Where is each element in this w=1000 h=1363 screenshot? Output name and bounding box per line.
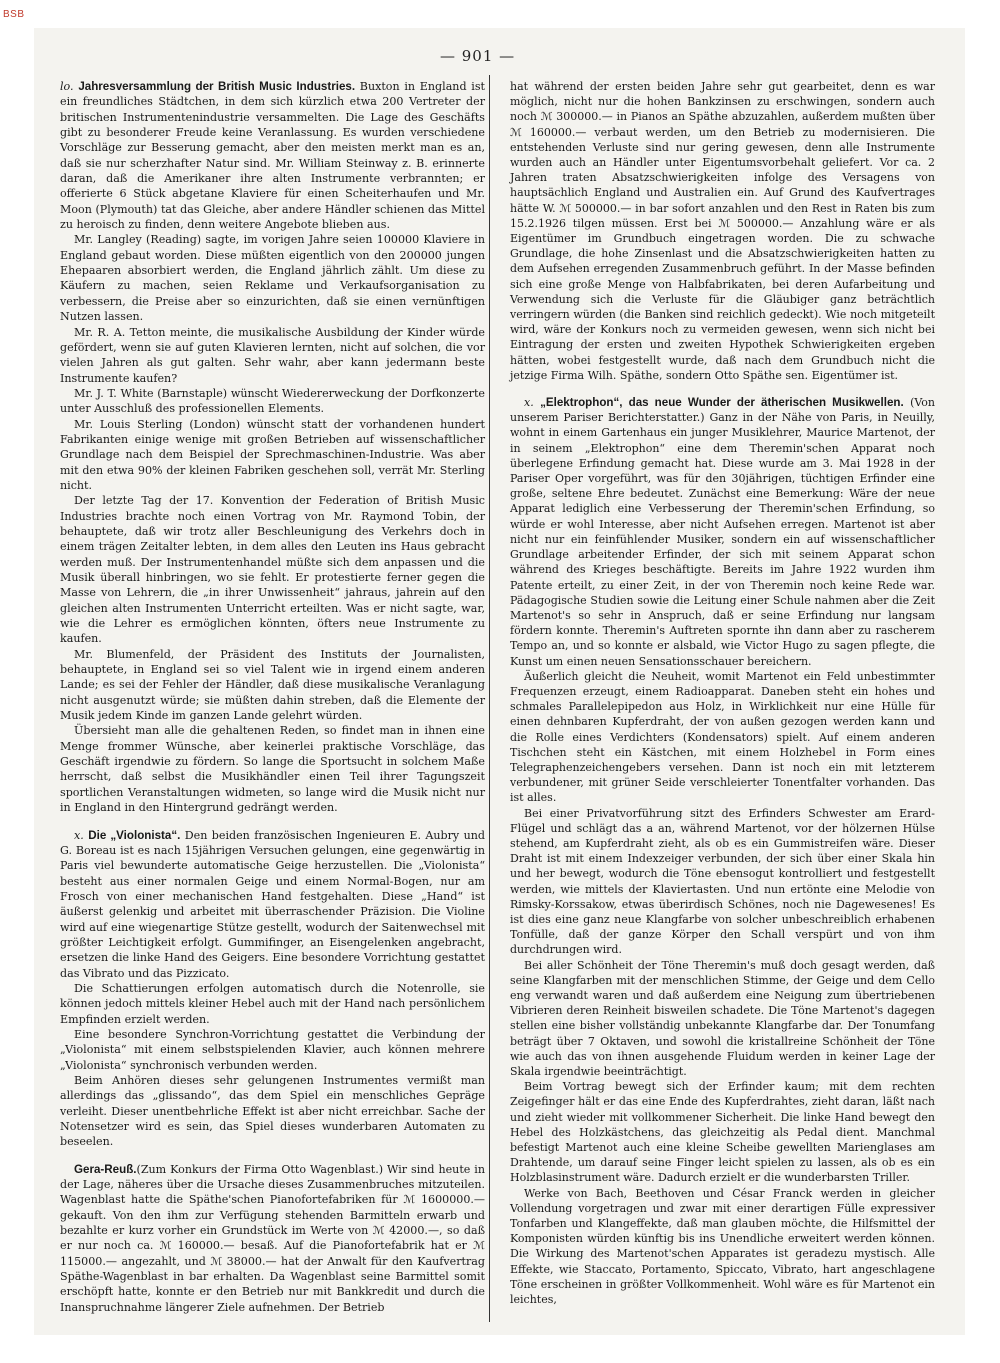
- page-number: — 901 —: [440, 47, 516, 65]
- paragraph: Bei aller Schönheit der Töne Theremin's muß doch gesagt werden, daß seine Klangfarben mit der menschlichen Stimme, der Geige und dem Cello eng verwandt waren und daß außerdem eine Neigung zum übertriebenen Vibrieren deren Reinheit bisweilen schadete. Die Töne Martenot's dagegen stellen eine bisher vollständig unbekannte Klangfarbe dar. Der Tonumfang beträgt über 7 Oktaven, und sowohl die kristallreine Schönheit der Töne wie auch das von ihnen ausgehende Fluidum werden in keiner Lage der Skala irgendwie beeinträchtigt.: [510, 958, 935, 1078]
- paragraph: Mr. Blumenfeld, der Präsident des Instituts der Journalisten, behauptete, in England sei so viel Talent wie in irgend einem anderen Lande; es sei der Fehler der Händler, daß diese musikalische Veranlagung nicht ausgenutzt würde; sie müßten dahin streben, daß die Elemente der Musik jedem Kinde im ganzen Lande gelehrt würden.: [60, 647, 485, 723]
- column-divider: [489, 75, 490, 1322]
- paragraph: Werke von Bach, Beethoven und César Franck werden in gleicher Vollendung vorgetragen und zwar mit einer derartigen Fülle expressiver Tonfarben und Klangeffekte, daß man glauben möchte, die Hilfsmittel der Komponisten würden künftig bis ins Unendliche erweitert werden können. Die Wirkung des Martenot'schen Apparates ist geradezu mystisch. Alle Effekte, wie Staccato, Portamento, Spiccato, Vibrato, hart angeschlagene Töne erscheinen in größter Vollkommenheit. Wohl wäre es für Martenot ein leichtes,: [510, 1186, 935, 1307]
- paragraph: Der letzte Tag der 17. Konvention der Federation of British Music Industries brachte noch einen Vortrag von Mr. Raymond Tobin, der behauptete, daß wir trotz aller Beschleunigung des Verkehrs doch in einem trägen Zeitalter lebten, in dem alles den Leuten ins Haus gebracht werden muß. Der Instrumentenhandel müßte sich dem anpassen und die Musik überall hinbringen, wo sie fehlt. Er protestierte ferner gegen die Masse von Lehrern, die „in ihrer Unwissenheit“ jahraus, jahrein auf den gleichen alten Instrumenten Unterricht erteilten. Was er nicht sagte, war, wie die Lehrer es ermöglichen könnten, öfters neue Instrumente zu kaufen.: [60, 494, 485, 646]
- paragraph: Bei einer Privatvorführung sitzt des Erfinders Schwester am Erard-Flügel und schlägt das a an, während Martenot, vor der hölzernen Hülse stehend, am Kupferdraht zieht, als ob es ein Gummistreifen wäre. Dieser Draht ist mit einem Indexzeiger verbunden, der sich über einer Skala hin und her bewegt, wodurch die Töne ebensogut kontrolliert und festgestellt werden, wie mittels der Klaviertasten. Und nun ertönte eine Melodie von Rimsky-Korssakow, etwas überirdisch Schönes, noch nie Dagewesenes! Es ist dies eine ganz neue Klangfarbe von solcher unbeschreiblich erhabenen Tonfülle, daß der ganze Körper den Schall verspürt und von ihm durchdrungen wird.: [510, 806, 935, 957]
- paragraph-continued: hat während der ersten beiden Jahre sehr gut gearbeitet, denn es war möglich, nicht nur die hohen Bankzinsen zu erschwingen, sondern auch noch ℳ 300000.— in Pianos an Späthe abzuzahlen, außerdem mußten über ℳ 160000.— verbaut werden, um den Betrieb zu modernisieren. Die entstehenden Verluste sind nur gering gewesen, denn alle Instrumente wurden auch an Händler unter Eigentumsvorbehalt geliefert. Vor ca. 2 Jahren traten Absatzschwierigkeiten infolge des Versagens von hauptsächlich England und Australien ein. Auf Grund des Kaufvertrages hätte W. ℳ 500000.— in bar sofort anzahlen und den Rest in Raten bis zum 15.2.1926 tilgen müssen. Erst bei ℳ 500000.— Anzahlung wäre er als Eigentümer im Grundbuch eingetragen worden. Die zu schwache Grundlage, die hohe Zinsenlast und die Absatzschwierigkeiten hatten zu dem Aufsehen erregenden Zusammenbruch geführt. In der Masse befinden sich eine große Menge von Halbfabrikaten, bei deren Aufarbeitung und Verwendung sich die Verluste für die Gläubiger ganz beträchtlich verringern würden (die Banken sind reichlich gedeckt). Wie noch mitgeteilt wird, wäre der Konkurs noch zu vermeiden gewesen, wenn sich nicht bei Eintragung der ersten und zweiten Hypothek Schwierigkeiten ergeben hätten, wobei festgestellt wurde, daß nach dem Grundbuch nicht die jetzige Firma Wilh. Späthe, sondern Otto Späthe sen. Eigentümer ist.: [510, 80, 935, 382]
- paragraph: Übersieht man alle die gehaltenen Reden, so findet man in ihnen eine Menge frommer Wünsche, aber keinerlei praktische Vorschläge, das Geschäft irgendwie zu fördern. So lange die Sportsucht in solchem Maße herrscht, daß selbst die Musikhändler einen Teil ihrer Tagungszeit sportlichen Veranstaltungen widmeten, so lange wird die Musik nicht nur in England in den Hintergrund gedrängt werden.: [60, 724, 485, 815]
- article-heading: Die „Violonista“.: [88, 828, 181, 842]
- article-violonista: [60, 828, 485, 981]
- paragraph-text: Buxton in England ist ein freundliches Städtchen, in dem sich kürzlich etwa 200 Vertreter der britischen Instrumentenindustrie versammelten. Die Lage des Geschäfts gibt zu besonderer Freude keine Veranlassung. Es wurden verschiedene Vorschläge zur Besserung gemacht, aber den meisten merkt man es an, daß sie nur scherzhafter Natur sind. Mr. William Steinway z. B. erinnerte daran, daß die Amerikaner ihre alten Instrumente verbrannten; er offerierte 6 Stück abgetane Klaviere für einen Scheiterhaufen und Mr. Moon (Plymouth) tat das Gleiche, aber andere Händler schienen das Mittel zu heroisch zu finden, denn weitere Angebote blieben aus.: [60, 80, 485, 232]
- article-mark: x.: [524, 396, 534, 410]
- paragraph-text: (Von unserem Pariser Berichterstatter.) Ganz in der Nähe von Paris, in Neuilly, wohnt in einem Gartenhaus ein junger Musiklehrer, Maurice Martenot, der in seinem „Elektrophon“ eine dem Theremin'schen Apparat noch überlegene Erfindung gemacht hat. Diese wurde am 3. Mai 1928 in der Pariser Oper vorgeführt, was für den 30jährigen, tüchtigen Erfinder eine große, seltene Ehre bedeutet. Zunächst eine Bemerkung: Wäre der neue Apparat lediglich eine Verbesserung der Theremin'schen Erfindung, so würde er wohl Interesse, aber nicht Aufsehen erregen. Martenot ist aber nicht nur ein feinfühlender Musiker, sondern ein auf wissenschaftlicher Grundlage arbeitender Erfinder, der sich mit seinem Apparat schon während des Krieges beschäftigte. Bereits im Jahre 1922 wurden ihm Patente erteilt, zu einer Zeit, in der von Theremin noch keine Rede war. Pädagogische Studien sowie die Leitung einer Schule nahmen aber die Zeit Martenot's so sehr in Anspruch, daß er seine Erfindung nur langsam fördern konnte. Theremin's Auftreten spornte ihn dann aber zu rascherem Tempo an, und so konnte er alsbald, wie Victor Hugo zu sagen pflegte, die Kunst um einen neuen Sensationsschauer bereichern.: [510, 396, 936, 668]
- paragraph: Mr. J. T. White (Barnstaple) wünscht Wiedererweckung der Dorfkonzerte unter Ausschluß des professionellen Elements.: [60, 386, 485, 416]
- article-heading: Gera-Reuß.: [74, 1162, 137, 1176]
- paragraph: Beim Vortrag bewegt sich der Erfinder kaum; mit dem rechten Zeigefinger hält er das eine Ende des Kupferdrahtes, zieht daran, läßt nach und zieht wieder mit vollkommener Sicherheit. Die linke Hand bewegt den Hebel des Holzkästchens, das gleichzeitig als Pedal dient. Manchmal befestigt Martenot auch eine kleine Scheibe gewellten Marienglases am Drahtende, um darauf seine Finger leicht spielen zu lassen, als ob es ein Holzblasinstrument wäre. Dadurch erzielt er die wunderbarsten Triller.: [510, 1080, 935, 1185]
- paragraph: Beim Anhören dieses sehr gelungenen Instrumentes vermißt man allerdings das „glissando“, das dem Spiel ein menschliches Gepräge verleiht. Dieser unentbehrliche Effekt ist aber nicht erreichbar. Sache der Notensetzer wird es sein, das Spiel dieses wunderbaren Automaten zu beseelen.: [60, 1074, 485, 1149]
- paragraph: Mr. Louis Sterling (London) wünscht statt der vorhandenen hundert Fabrikanten einige wenige mit großen Betrieben auf wissenschaftlicher Grundlage nach dem Beispiel der Sprechmaschinen-Industrie. Was aber mit den etwa 90% der kleinen Fabriken geschehen soll, verrät Mr. Sterling nicht.: [60, 417, 485, 492]
- right-column: [510, 79, 935, 1307]
- article-elektrophon: [510, 395, 935, 669]
- paragraph-text: (Zum Konkurs der Firma Otto Wagenblast.) Wir sind heute in der Lage, näheres über die Ursache dieses Zusammenbruches mitzuteilen. Wagenblast hatte die Späthe'schen Pianofortefabriken für ℳ 1600000.— gekauft. Von den ihm zur Verfügung stehenden Barmitteln erwarb und bezahlte er kurz vorher ein Grundstück im Werte von ℳ 42000.—, so daß er nur noch ca. ℳ 160000.— besaß. Auf die Pianofortefabrik hat er ℳ 115000.— angezahlt, und ℳ 38000.— hat der Anwalt für den Kaufvertrag Späthe-Wagenblast in bar erhalten. Da Wagenblast seine Barmittel somit erschöpft hatte, konnte er den Betrieb nur mit Bankkredit und durch die Inanspruchnahme längerer Ziele aufnehmen. Der Betrieb: [60, 1162, 485, 1314]
- article-mark: lo.: [60, 80, 74, 93]
- article-gera-reuss: [60, 1162, 485, 1315]
- paragraph: Die Schattierungen erfolgen automatisch durch die Notenrolle, sie können jedoch mittels kleiner Hebel auch mit der Hand nach persönlichem Empfinden erzielt werden.: [60, 981, 485, 1026]
- left-column: [60, 79, 485, 1315]
- article-british-music: [60, 79, 485, 232]
- paragraph: Eine besondere Synchron-Vorrichtung gestattet die Verbindung der „Violonista“ mit einem selbstspielenden Klavier, auch können mehrere „Violonista“ synchronisch verbunden werden.: [60, 1027, 485, 1072]
- article-mark: x.: [74, 828, 84, 842]
- paragraph: Mr. Langley (Reading) sagte, im vorigen Jahre seien 100000 Klaviere in England gebaut worden. Diese müßten eigentlich von den 200000 jungen Ehepaaren absorbiert werden, die England jährlich zählt. Um diese zu Käufern zu machen, seien Reklame und Verkaufsorganisation zu verbessern, die Preise aber so einzurichten, daß sie einen vernünftigen Nutzen lassen.: [60, 233, 485, 324]
- library-stamp: BSB: [3, 9, 25, 20]
- paragraph-text: Den beiden französischen Ingenieuren E. Aubry und G. Boreau ist es nach 15jährigen Versuchen gelungen, eine gegenwärtig in Paris viel bewunderte automatische Geige herzustellen. Die „Violonista“ besteht aus einer normalen Geige und einem Normal-Bogen, nur am Frosch von einer mechanischen Hand festgehalten. Diese „Hand“ ist äußerst gelenkig und arbeitet mit überraschender Präzision. Die Violine wird auf eine wiegenartige Stütze gestellt, wodurch der Saitenwechsel mit größter Leichtigkeit erfolgt. Gummifinger, an Eisengelenken angebracht, ersetzen die linke Hand des Geigers. Eine besondere Vorrichtung gestattet das Vibrato und das Pizzicato.: [60, 828, 486, 980]
- paragraph: Äußerlich gleicht die Neuheit, womit Martenot ein Feld unbestimmter Frequenzen erzeugt, einem Radioapparat. Daneben steht ein hohes und schmales Parallelepipedon aus Holz, in Wirklichkeit nur eine Hülle für einen dehnbaren Kupferdraht, der von außen gezogen werden kann und die Rolle eines Verdichters (Kondensators) spielt. Auf einem anderen Tischchen steht ein Kästchen, mit einem Holzhebel in Form eines Telegraphenzeichengebers versehen. Dann ist noch ein mit letzterem verbundener, mit grüner Seide verschleierter Tonentfalter vorhanden. Das ist alles.: [510, 669, 935, 805]
- article-heading: „Elektrophon“, das neue Wunder der ätherischen Musikwellen.: [540, 396, 904, 410]
- paragraph: Mr. R. A. Tetton meinte, die musikalische Ausbildung der Kinder würde gefördert, wenn sie auf guten Klavieren lernten, nicht auf solchen, die vor vielen Jahren als gut galten. Sehr wahr, aber kann jedermann beste Instrumente kaufen?: [60, 325, 485, 385]
- article-heading: Jahresversammlung der British Music Industries.: [78, 80, 356, 93]
